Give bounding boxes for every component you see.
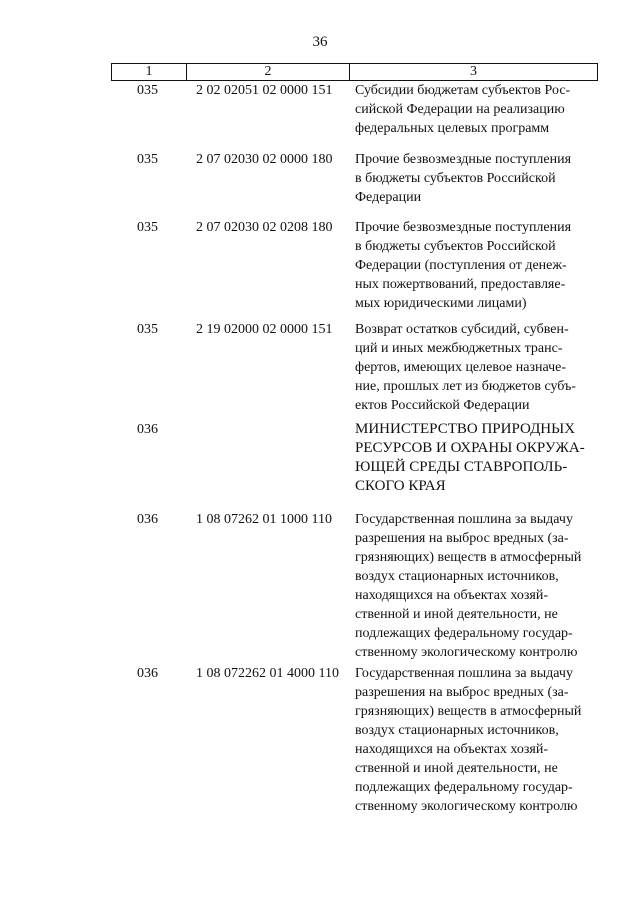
- description-line: ных пожертвований, предоставляе-: [355, 277, 566, 292]
- description-line: МИНИСТЕРСТВО ПРИРОДНЫХ: [355, 421, 576, 437]
- admin-code: 035: [137, 152, 158, 167]
- budget-classification-code: 1 08 072262 01 4000 110: [196, 666, 339, 681]
- description-line: подлежащих федеральному государ-: [355, 626, 573, 641]
- budget-classification-code: 1 08 07262 01 1000 110: [196, 512, 332, 527]
- description-line: подлежащих федеральному государ-: [355, 780, 573, 795]
- header-column-2: 2: [187, 64, 350, 80]
- income-description: [355, 320, 605, 415]
- budget-classification-code: 2 02 02051 02 0000 151: [196, 83, 333, 98]
- description-line: Прочие безвозмездные поступления: [355, 220, 572, 235]
- description-line: Прочие безвозмездные поступления: [355, 152, 572, 167]
- description-line: ЮЩЕЙ СРЕДЫ СТАВРОПОЛЬ-: [355, 459, 568, 475]
- budget-classification-code: 2 07 02030 02 0208 180: [196, 220, 333, 235]
- description-line: ственному экологическому контролю: [355, 799, 578, 814]
- description-line: Субсидии бюджетам субъектов Рос-: [355, 83, 571, 98]
- description-line: разрешения на выброс вредных (за-: [355, 531, 569, 546]
- admin-code: 036: [137, 422, 158, 437]
- description-line: в бюджеты субъектов Российской: [355, 239, 556, 254]
- description-line: Возврат остатков субсидий, субвен-: [355, 322, 569, 337]
- description-line: ственной и иной деятельности, не: [355, 761, 558, 776]
- header-column-3: 3: [470, 64, 477, 79]
- admin-code: 035: [137, 83, 158, 98]
- description-line: воздух стационарных источников,: [355, 569, 559, 584]
- description-line: Федерации (поступления от денеж-: [355, 258, 567, 273]
- budget-classification-code: 2 19 02000 02 0000 151: [196, 322, 333, 337]
- description-line: сийской Федерации на реализацию: [355, 102, 565, 117]
- description-line: грязняющих) веществ в атмосферный: [355, 704, 582, 719]
- admin-code: 036: [137, 666, 158, 681]
- ministry-name: [355, 420, 605, 496]
- description-line: ственному экологическому контролю: [355, 645, 578, 660]
- admin-code: 036: [137, 512, 158, 527]
- description-line: Государственная пошлина за выдачу: [355, 512, 573, 527]
- income-description: [355, 81, 605, 138]
- description-line: РЕСУРСОВ И ОХРАНЫ ОКРУЖА-: [355, 440, 585, 456]
- income-description: [355, 510, 605, 662]
- description-line: находящихся на объектах хозяй-: [355, 588, 548, 603]
- description-line: фертов, имеющих целевое назначе-: [355, 360, 567, 375]
- description-line: СКОГО КРАЯ: [355, 478, 446, 494]
- description-line: ций и иных межбюджетных транс-: [355, 341, 563, 356]
- description-line: федеральных целевых программ: [355, 121, 550, 136]
- description-line: воздух стационарных источников,: [355, 723, 559, 738]
- description-line: Федерации: [355, 190, 422, 205]
- page-number: 36: [312, 34, 328, 50]
- description-line: разрешения на выброс вредных (за-: [355, 685, 569, 700]
- description-line: находящихся на объектах хозяй-: [355, 742, 548, 757]
- description-line: ние, прошлых лет из бюджетов субъ-: [355, 379, 576, 394]
- description-line: мых юридическими лицами): [355, 296, 527, 311]
- table-header-row: [111, 63, 598, 81]
- income-description: [355, 150, 605, 207]
- admin-code: 035: [137, 322, 158, 337]
- description-line: Государственная пошлина за выдачу: [355, 666, 573, 681]
- description-line: ственной и иной деятельности, не: [355, 607, 558, 622]
- budget-classification-code: 2 07 02030 02 0000 180: [196, 152, 333, 167]
- description-line: ектов Российской Федерации: [355, 398, 530, 413]
- income-description: [355, 664, 605, 816]
- income-description: [355, 218, 605, 313]
- description-line: грязняющих) веществ в атмосферный: [355, 550, 582, 565]
- description-line: в бюджеты субъектов Российской: [355, 171, 556, 186]
- header-column-1: 1: [112, 64, 187, 80]
- admin-code: 035: [137, 220, 158, 235]
